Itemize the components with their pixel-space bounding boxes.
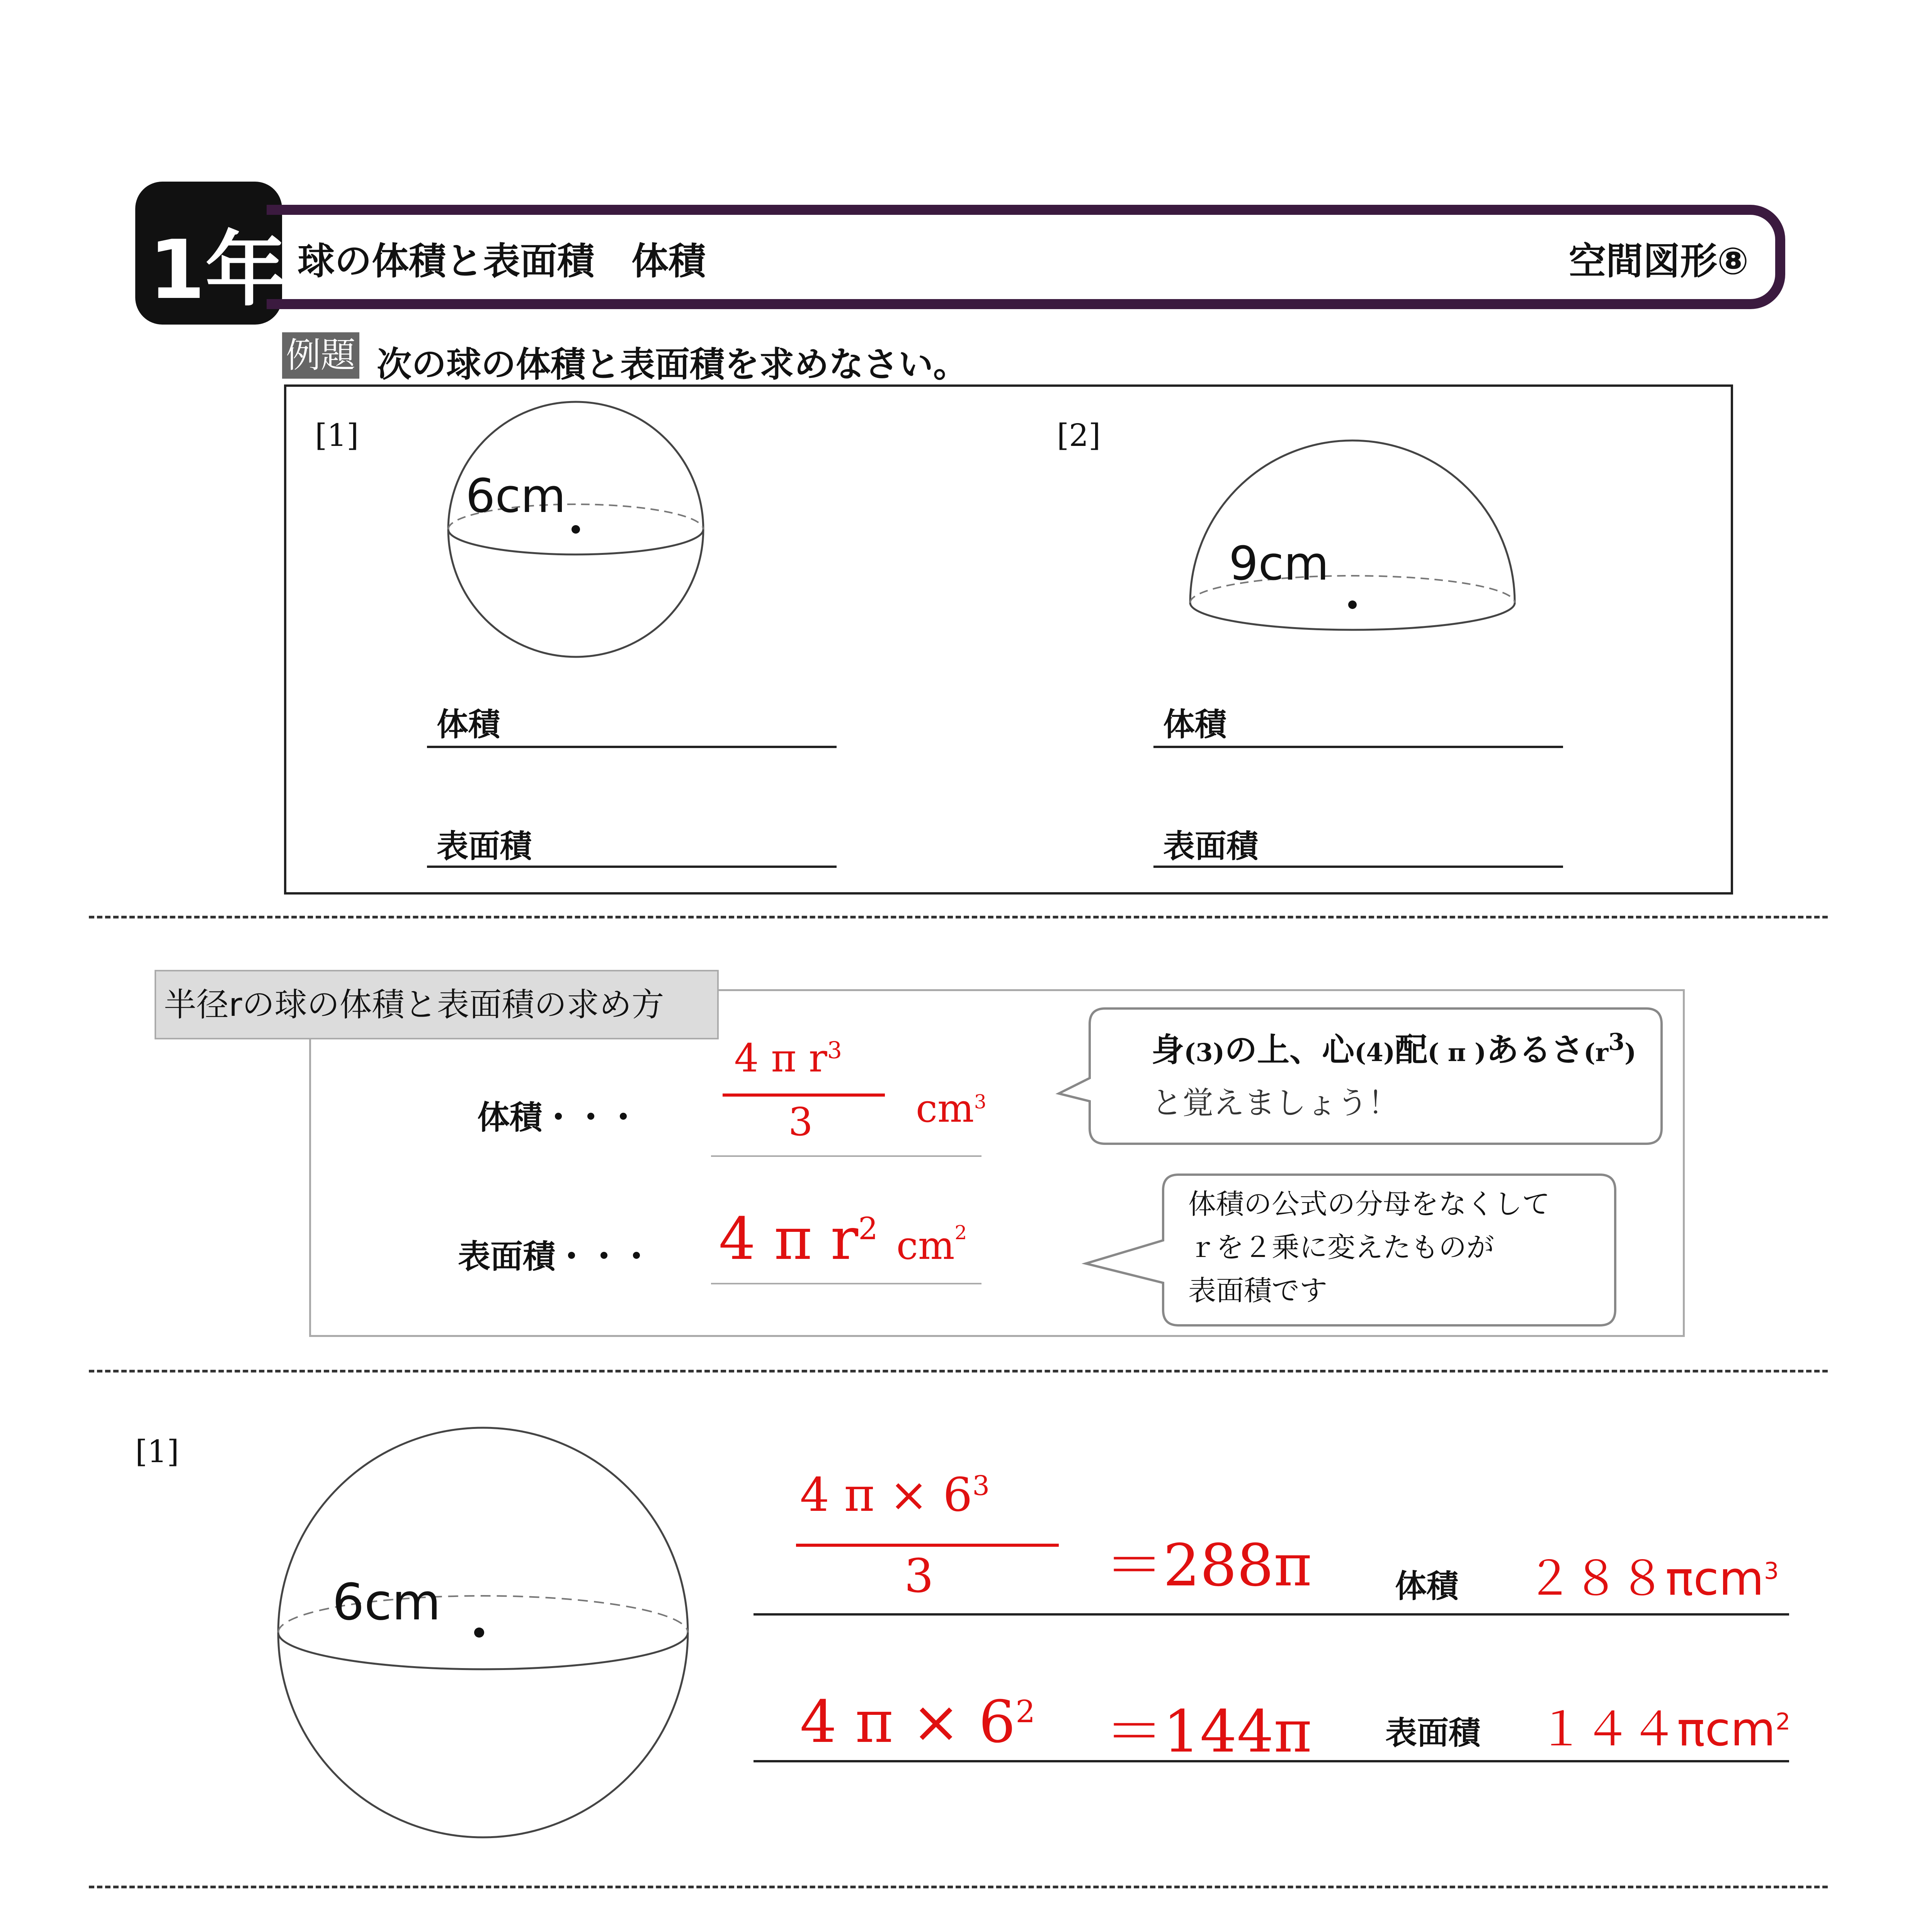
solution1-surface-answer: １４４πcm$^2$ bbox=[1538, 1703, 1791, 1757]
example2-volume-line bbox=[1153, 746, 1563, 748]
solution1-surface-label: 表面積 bbox=[1385, 1715, 1481, 1752]
formula-volume-denominator: 3 bbox=[788, 1099, 813, 1145]
example-sphere-1 bbox=[425, 394, 726, 672]
formula-tag: 半径rの球の体積と表面積の求め方 bbox=[155, 970, 719, 1039]
page-title: 球の体積と表面積 体積 bbox=[298, 240, 706, 283]
solution1-volume-answer: ２８８πcm$^3$ bbox=[1526, 1552, 1779, 1606]
solution1-volume-fraction-line bbox=[796, 1544, 1059, 1547]
example2-volume-label: 体積 bbox=[1163, 706, 1227, 743]
mnemonic-line2: と覚えましょう！ bbox=[1152, 1085, 1399, 1121]
divider bbox=[89, 1886, 1828, 1888]
problem2-label: [2] bbox=[1057, 417, 1101, 453]
formula-volume-unit: $cm^3$ bbox=[916, 1086, 987, 1131]
solution1-surface-expression: 4 $\pi \times 6^2$ bbox=[800, 1689, 1036, 1756]
problem1-label: [1] bbox=[315, 417, 359, 453]
unit-label: 空間図形⑧ bbox=[1569, 240, 1749, 283]
solution1-volume-numerator: 4 $\pi \times 6^3$ bbox=[800, 1468, 990, 1522]
solution1-volume-denominator: 3 bbox=[904, 1549, 934, 1603]
formula-surface-underline bbox=[711, 1283, 981, 1284]
formula-volume-underline bbox=[711, 1155, 981, 1157]
solution1-label: [1] bbox=[135, 1434, 179, 1469]
formula-volume-label: 体積・・・ bbox=[477, 1099, 640, 1136]
solution1-volume-result: ＝288π bbox=[1105, 1532, 1312, 1599]
example1-surface-label: 表面積 bbox=[437, 828, 532, 865]
solution1-surface-line bbox=[754, 1760, 1789, 1762]
example-tag: 例題 bbox=[282, 332, 359, 379]
formula-volume-numerator: 4 π $r^3$ bbox=[734, 1036, 842, 1081]
divider bbox=[89, 916, 1828, 918]
divider bbox=[89, 1370, 1828, 1372]
example2-surface-label: 表面積 bbox=[1163, 828, 1259, 865]
example-radius-2: 9cm bbox=[1229, 537, 1329, 591]
solution1-volume-line bbox=[754, 1613, 1789, 1616]
formula-surface-label: 表面積・・・ bbox=[458, 1238, 653, 1276]
example1-volume-label: 体積 bbox=[437, 706, 500, 743]
mnemonic-line1: 身(3)の上、心(4)配( π )あるさ$(r^3)$ bbox=[1152, 1029, 1636, 1069]
formula-volume-fraction-line bbox=[723, 1094, 885, 1097]
example1-surface-line bbox=[427, 866, 837, 868]
example-prompt: 次の球の体積と表面積を求めなさい。 bbox=[377, 344, 968, 385]
grade-label: 1年 bbox=[149, 223, 287, 317]
solution1-radius: 6cm bbox=[332, 1573, 441, 1631]
solution1-surface-result: ＝144π bbox=[1105, 1698, 1312, 1765]
example-radius-1: 6cm bbox=[466, 469, 566, 523]
formula-surface-expression: 4 π $r^2$ $cm^2$ bbox=[719, 1206, 967, 1273]
example2-surface-line bbox=[1153, 866, 1563, 868]
example1-volume-line bbox=[427, 746, 837, 748]
hint-text: 体積の公式の分母をなくして ｒを２乗に変えたものが 表面積です bbox=[1188, 1188, 1550, 1307]
solution1-volume-label: 体積 bbox=[1395, 1568, 1459, 1605]
solution1-sphere bbox=[270, 1426, 696, 1839]
